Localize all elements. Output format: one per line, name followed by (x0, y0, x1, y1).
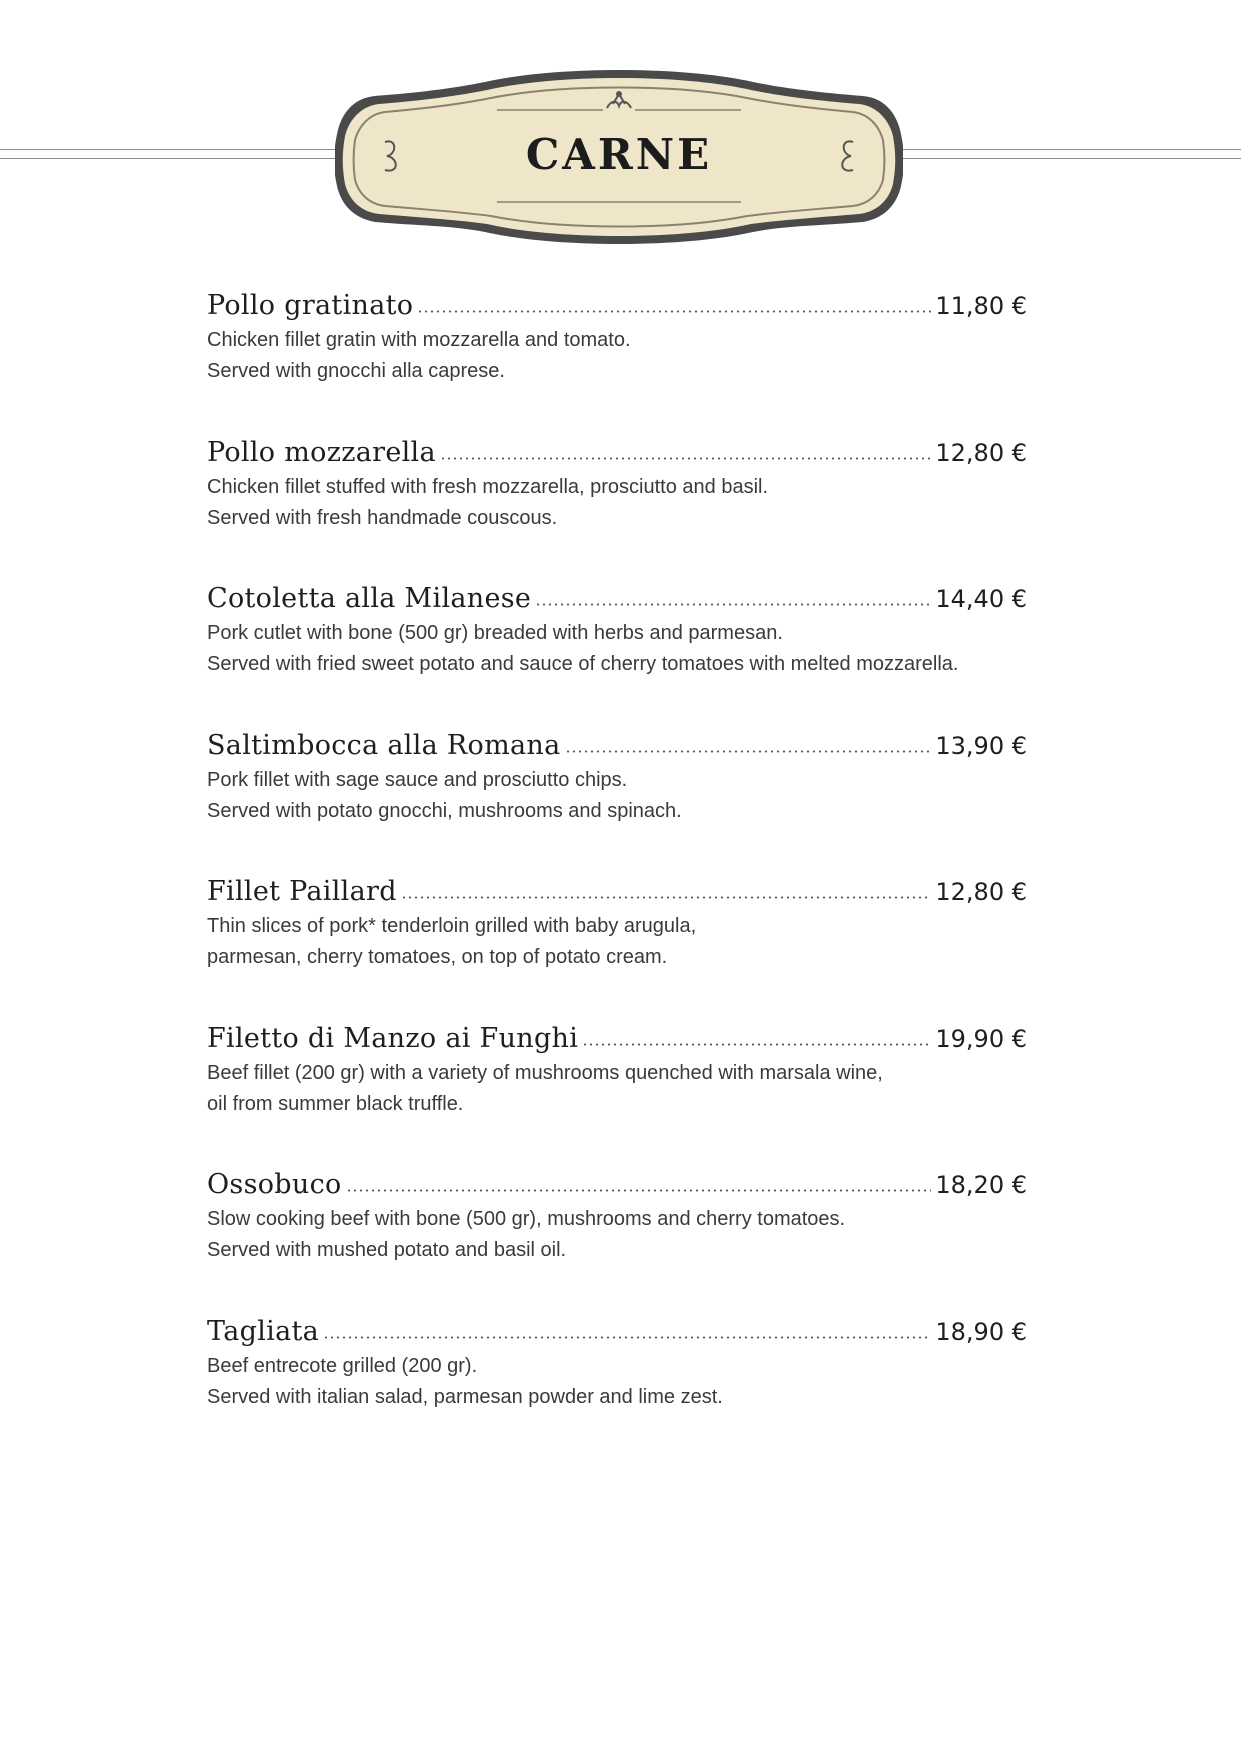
description-line: Served with fried sweet potato and sauce of cherry tomatoes with melted mozzarella. (207, 653, 959, 675)
description-line: Pork fillet with sage sauce and prosciutto chips. (207, 768, 628, 791)
dish-price: 12,80 € (935, 438, 1027, 467)
menu-item (207, 1169, 1027, 1316)
description-line: Thin slices of pork* tenderloin grilled with baby arugula, (207, 915, 697, 937)
dish-name: Fillet Paillard (207, 876, 397, 907)
dish-description (207, 618, 1027, 680)
dot-leader (401, 896, 932, 899)
menu-item (207, 730, 1027, 877)
description-line: parmesan, cherry tomatoes, on top of potato cream. (207, 946, 668, 968)
menu-item (207, 290, 1027, 437)
description-line: Served with gnocchi alla caprese. (207, 360, 505, 382)
dish-price: 18,90 € (935, 1317, 1027, 1346)
menu-list (207, 290, 1027, 1462)
dish-name: Pollo mozzarella (207, 436, 436, 468)
dot-leader (323, 1336, 931, 1339)
header-rule-right (895, 149, 1241, 150)
dish-name: Cotoletta alla Milanese (207, 583, 532, 614)
description-line: Served with potato gnocchi, mushrooms and spinach. (207, 799, 682, 822)
description-line: Beef fillet (200 gr) with a variety of mushrooms quenched with marsala wine, (207, 1061, 883, 1084)
dot-leader (565, 750, 932, 753)
dish-price: 14,40 € (935, 585, 1027, 613)
dish-name: Tagliata (207, 1315, 320, 1347)
menu-item (207, 876, 1027, 1023)
dish-name: Filetto di Manzo ai Funghi (207, 1022, 579, 1054)
description-line: Served with mushed potato and basil oil. (207, 1239, 567, 1261)
description-line: Slow cooking beef with bone (500 gr), mushrooms and cherry tomatoes. (207, 1208, 846, 1230)
description-line: Beef entrecote grilled (200 gr). (207, 1354, 478, 1377)
dish-description (207, 911, 1027, 973)
menu-item (207, 583, 1027, 730)
dish-description (207, 325, 1027, 387)
header-rule-left (0, 149, 345, 150)
description-line: Served with italian salad, parmesan powder and lime zest. (207, 1385, 723, 1408)
description-line: Chicken fillet gratin with mozzarella and tomato. (207, 329, 631, 351)
dot-leader (535, 603, 931, 606)
dish-name: Ossobuco (207, 1169, 342, 1200)
description-line: oil from summer black truffle. (207, 1092, 464, 1115)
dish-name: Saltimbocca alla Romana (207, 729, 561, 761)
dot-leader (440, 457, 931, 460)
menu-item (207, 1023, 1027, 1170)
dot-leader (582, 1043, 931, 1046)
menu-item (207, 1316, 1027, 1463)
dot-leader (417, 310, 931, 313)
dish-price: 12,80 € (935, 878, 1027, 906)
header-rule-right (895, 158, 1241, 159)
dish-description (207, 765, 1027, 827)
header-rule-left (0, 158, 345, 159)
description-line: Served with fresh handmade couscous. (207, 506, 558, 529)
dish-price: 19,90 € (935, 1024, 1027, 1053)
section-banner (335, 64, 903, 244)
dish-price: 11,80 € (935, 292, 1027, 320)
description-line: Chicken fillet stuffed with fresh mozzarella, prosciutto and basil. (207, 475, 769, 498)
dish-price: 18,20 € (935, 1171, 1027, 1199)
dish-description (207, 1351, 1027, 1413)
dish-description (207, 472, 1027, 534)
dot-leader (346, 1189, 932, 1192)
menu-item (207, 437, 1027, 584)
section-title: CARNE (525, 130, 713, 179)
dish-price: 13,90 € (935, 731, 1027, 760)
dish-description (207, 1058, 1027, 1120)
dish-description (207, 1204, 1027, 1266)
dish-name: Pollo gratinato (207, 290, 414, 321)
description-line: Pork cutlet with bone (500 gr) breaded with herbs and parmesan. (207, 622, 783, 644)
